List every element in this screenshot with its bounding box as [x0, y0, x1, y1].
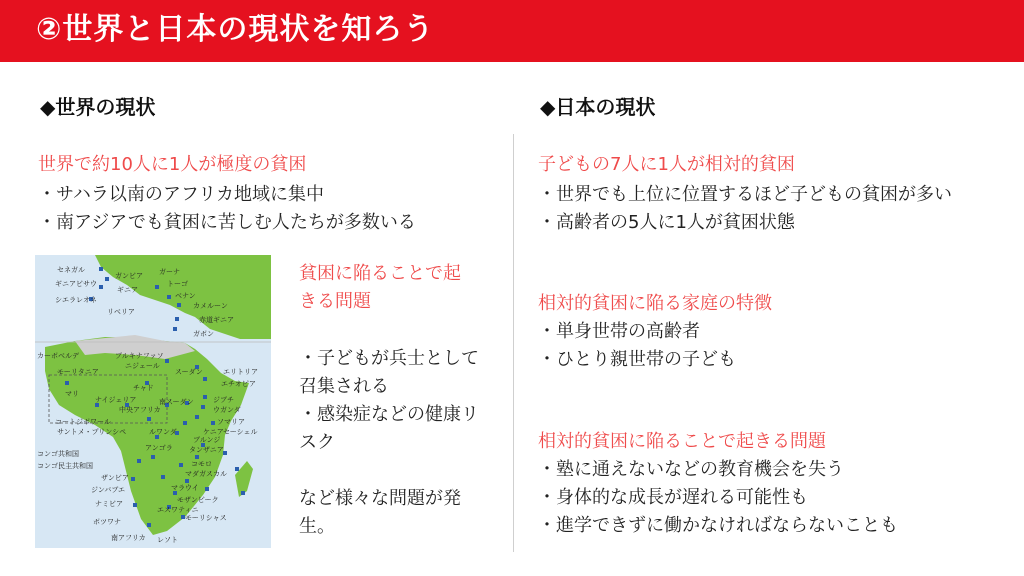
- country-label: ルワンダ: [149, 428, 177, 436]
- country-marker: [167, 295, 171, 299]
- country-marker: [203, 377, 207, 381]
- country-marker: [205, 487, 209, 491]
- country-marker: [177, 303, 181, 307]
- country-label: ガーナ: [159, 268, 180, 276]
- country-marker: [211, 421, 215, 425]
- country-label: タンザニア: [189, 446, 224, 454]
- country-marker: [183, 421, 187, 425]
- country-label: エスワティニ: [157, 506, 199, 514]
- country-label: ギニア: [117, 286, 138, 294]
- country-label: リベリア: [107, 308, 135, 316]
- country-label: ボツワナ: [93, 518, 121, 526]
- country-marker: [201, 405, 205, 409]
- world-problems-title-line: 貧困に陥ることで起: [299, 263, 461, 284]
- world-problem-line: ・子どもが兵士として: [299, 348, 479, 369]
- country-label: カメルーン: [193, 302, 228, 310]
- world-problem-line: 召集される: [299, 376, 389, 397]
- country-marker: [151, 455, 155, 459]
- japan-bullet: ・高齢者の5人に1人が貧困状態: [538, 212, 795, 233]
- column-divider: [513, 134, 514, 552]
- country-marker: [179, 463, 183, 467]
- country-marker: [99, 285, 103, 289]
- world-closing-line: など様々な問題が発: [299, 488, 461, 509]
- japan-bullet: ・世界でも上位に位置するほど子どもの貧困が多い: [538, 184, 952, 205]
- country-label: モザンビーク: [177, 496, 219, 504]
- country-label: コンゴ民主共和国: [37, 462, 93, 470]
- country-label: 中央アフリカ: [119, 406, 161, 414]
- country-label: ブルキナファソ: [115, 352, 164, 360]
- country-marker: [185, 479, 189, 483]
- world-closing-line: 生。: [299, 516, 335, 537]
- country-label: チャド: [133, 384, 154, 392]
- country-label: スーダン: [175, 368, 203, 376]
- country-label: レソト: [157, 536, 178, 544]
- country-label: マダガスカル: [185, 470, 227, 478]
- country-label: セネガル: [57, 266, 85, 274]
- country-label: 南スーダン: [159, 398, 194, 406]
- country-label: ウガンダ: [213, 406, 241, 414]
- country-label: ナイジェリア: [95, 396, 137, 404]
- country-label: セーシェル: [223, 428, 258, 436]
- world-bullet: ・サハラ以南のアフリカ地域に集中: [38, 184, 325, 205]
- japan-problems-title: 相対的貧困に陥ることで起きる問題: [538, 431, 826, 452]
- world-problems-title-line: きる問題: [299, 291, 371, 312]
- country-label: マラウイ: [171, 484, 199, 492]
- country-label: ケニア: [203, 428, 224, 436]
- country-marker: [147, 417, 151, 421]
- country-marker: [241, 491, 245, 495]
- country-marker: [173, 327, 177, 331]
- country-label: カーボベルデ: [37, 352, 79, 360]
- country-marker: [137, 459, 141, 463]
- country-marker: [155, 285, 159, 289]
- country-label: コモロ: [191, 460, 212, 468]
- country-label: コンゴ共和国: [37, 450, 79, 458]
- country-label: エリトリア: [223, 368, 258, 376]
- country-marker: [235, 467, 239, 471]
- country-label: エチオピア: [221, 380, 256, 388]
- world-stat: 世界で約10人に1人が極度の貧困: [38, 154, 307, 175]
- country-label: ジンバブエ: [91, 486, 125, 494]
- country-label: アンゴラ: [145, 444, 173, 452]
- country-label: ブルンジ: [193, 436, 221, 444]
- africa-poverty-map: [35, 255, 271, 548]
- country-label: トーゴ: [167, 280, 188, 288]
- country-marker: [195, 455, 199, 459]
- country-marker: [195, 415, 199, 419]
- country-label: コートジボワール: [55, 418, 111, 426]
- title-bar: [0, 0, 1024, 62]
- japan-stat: 子どもの7人に1人が相対的貧困: [538, 154, 795, 175]
- africa-map-graphic: [35, 255, 271, 548]
- country-label: ガボン: [193, 330, 214, 338]
- country-label: ベナン: [175, 292, 196, 300]
- country-marker: [131, 477, 135, 481]
- country-label: シエラレオネ: [55, 296, 97, 304]
- japan-problem: ・進学できずに働かなければならないことも: [538, 515, 898, 536]
- world-bullet: ・南アジアでも貧困に苦しむ人たちが多数いる: [38, 212, 416, 233]
- country-marker: [161, 475, 165, 479]
- country-label: モーリタニア: [57, 368, 99, 376]
- country-marker: [65, 381, 69, 385]
- world-problem-line: スク: [299, 432, 335, 453]
- country-marker: [147, 523, 151, 527]
- country-label: ザンビア: [101, 474, 129, 482]
- country-label: ニジェール: [125, 362, 160, 370]
- country-label: ソマリア: [217, 418, 245, 426]
- japan-problem: ・身体的な成長が遅れる可能性も: [538, 487, 808, 508]
- country-marker: [165, 359, 169, 363]
- country-label: モーリシャス: [185, 514, 227, 522]
- country-label: ガンビア: [115, 272, 143, 280]
- japan-problem: ・塾に通えないなどの教育機会を失う: [538, 459, 844, 480]
- country-label: ナミビア: [95, 500, 123, 508]
- world-heading: ◆世界の現状: [40, 95, 156, 119]
- japan-feature: ・単身世帯の高齢者: [538, 321, 700, 342]
- country-marker: [99, 267, 103, 271]
- japan-heading: ◆日本の現状: [540, 95, 656, 119]
- country-label: ジブチ: [213, 396, 234, 404]
- slide-title: ②世界と日本の現状を知ろう: [36, 12, 435, 47]
- japan-features-title: 相対的貧困に陥る家庭の特徴: [538, 293, 772, 314]
- country-marker: [133, 503, 137, 507]
- japan-feature: ・ひとり親世帯の子ども: [538, 349, 736, 370]
- country-marker: [105, 277, 109, 281]
- country-label: ギニアビサウ: [55, 280, 97, 288]
- world-problem-line: ・感染症などの健康リ: [299, 404, 479, 425]
- country-label: マリ: [65, 390, 79, 398]
- country-label: 赤道ギニア: [199, 316, 234, 324]
- country-label: 南アフリカ: [111, 534, 146, 542]
- country-label: サントメ・プリンシペ: [57, 428, 127, 436]
- country-marker: [175, 317, 179, 321]
- country-marker: [203, 395, 207, 399]
